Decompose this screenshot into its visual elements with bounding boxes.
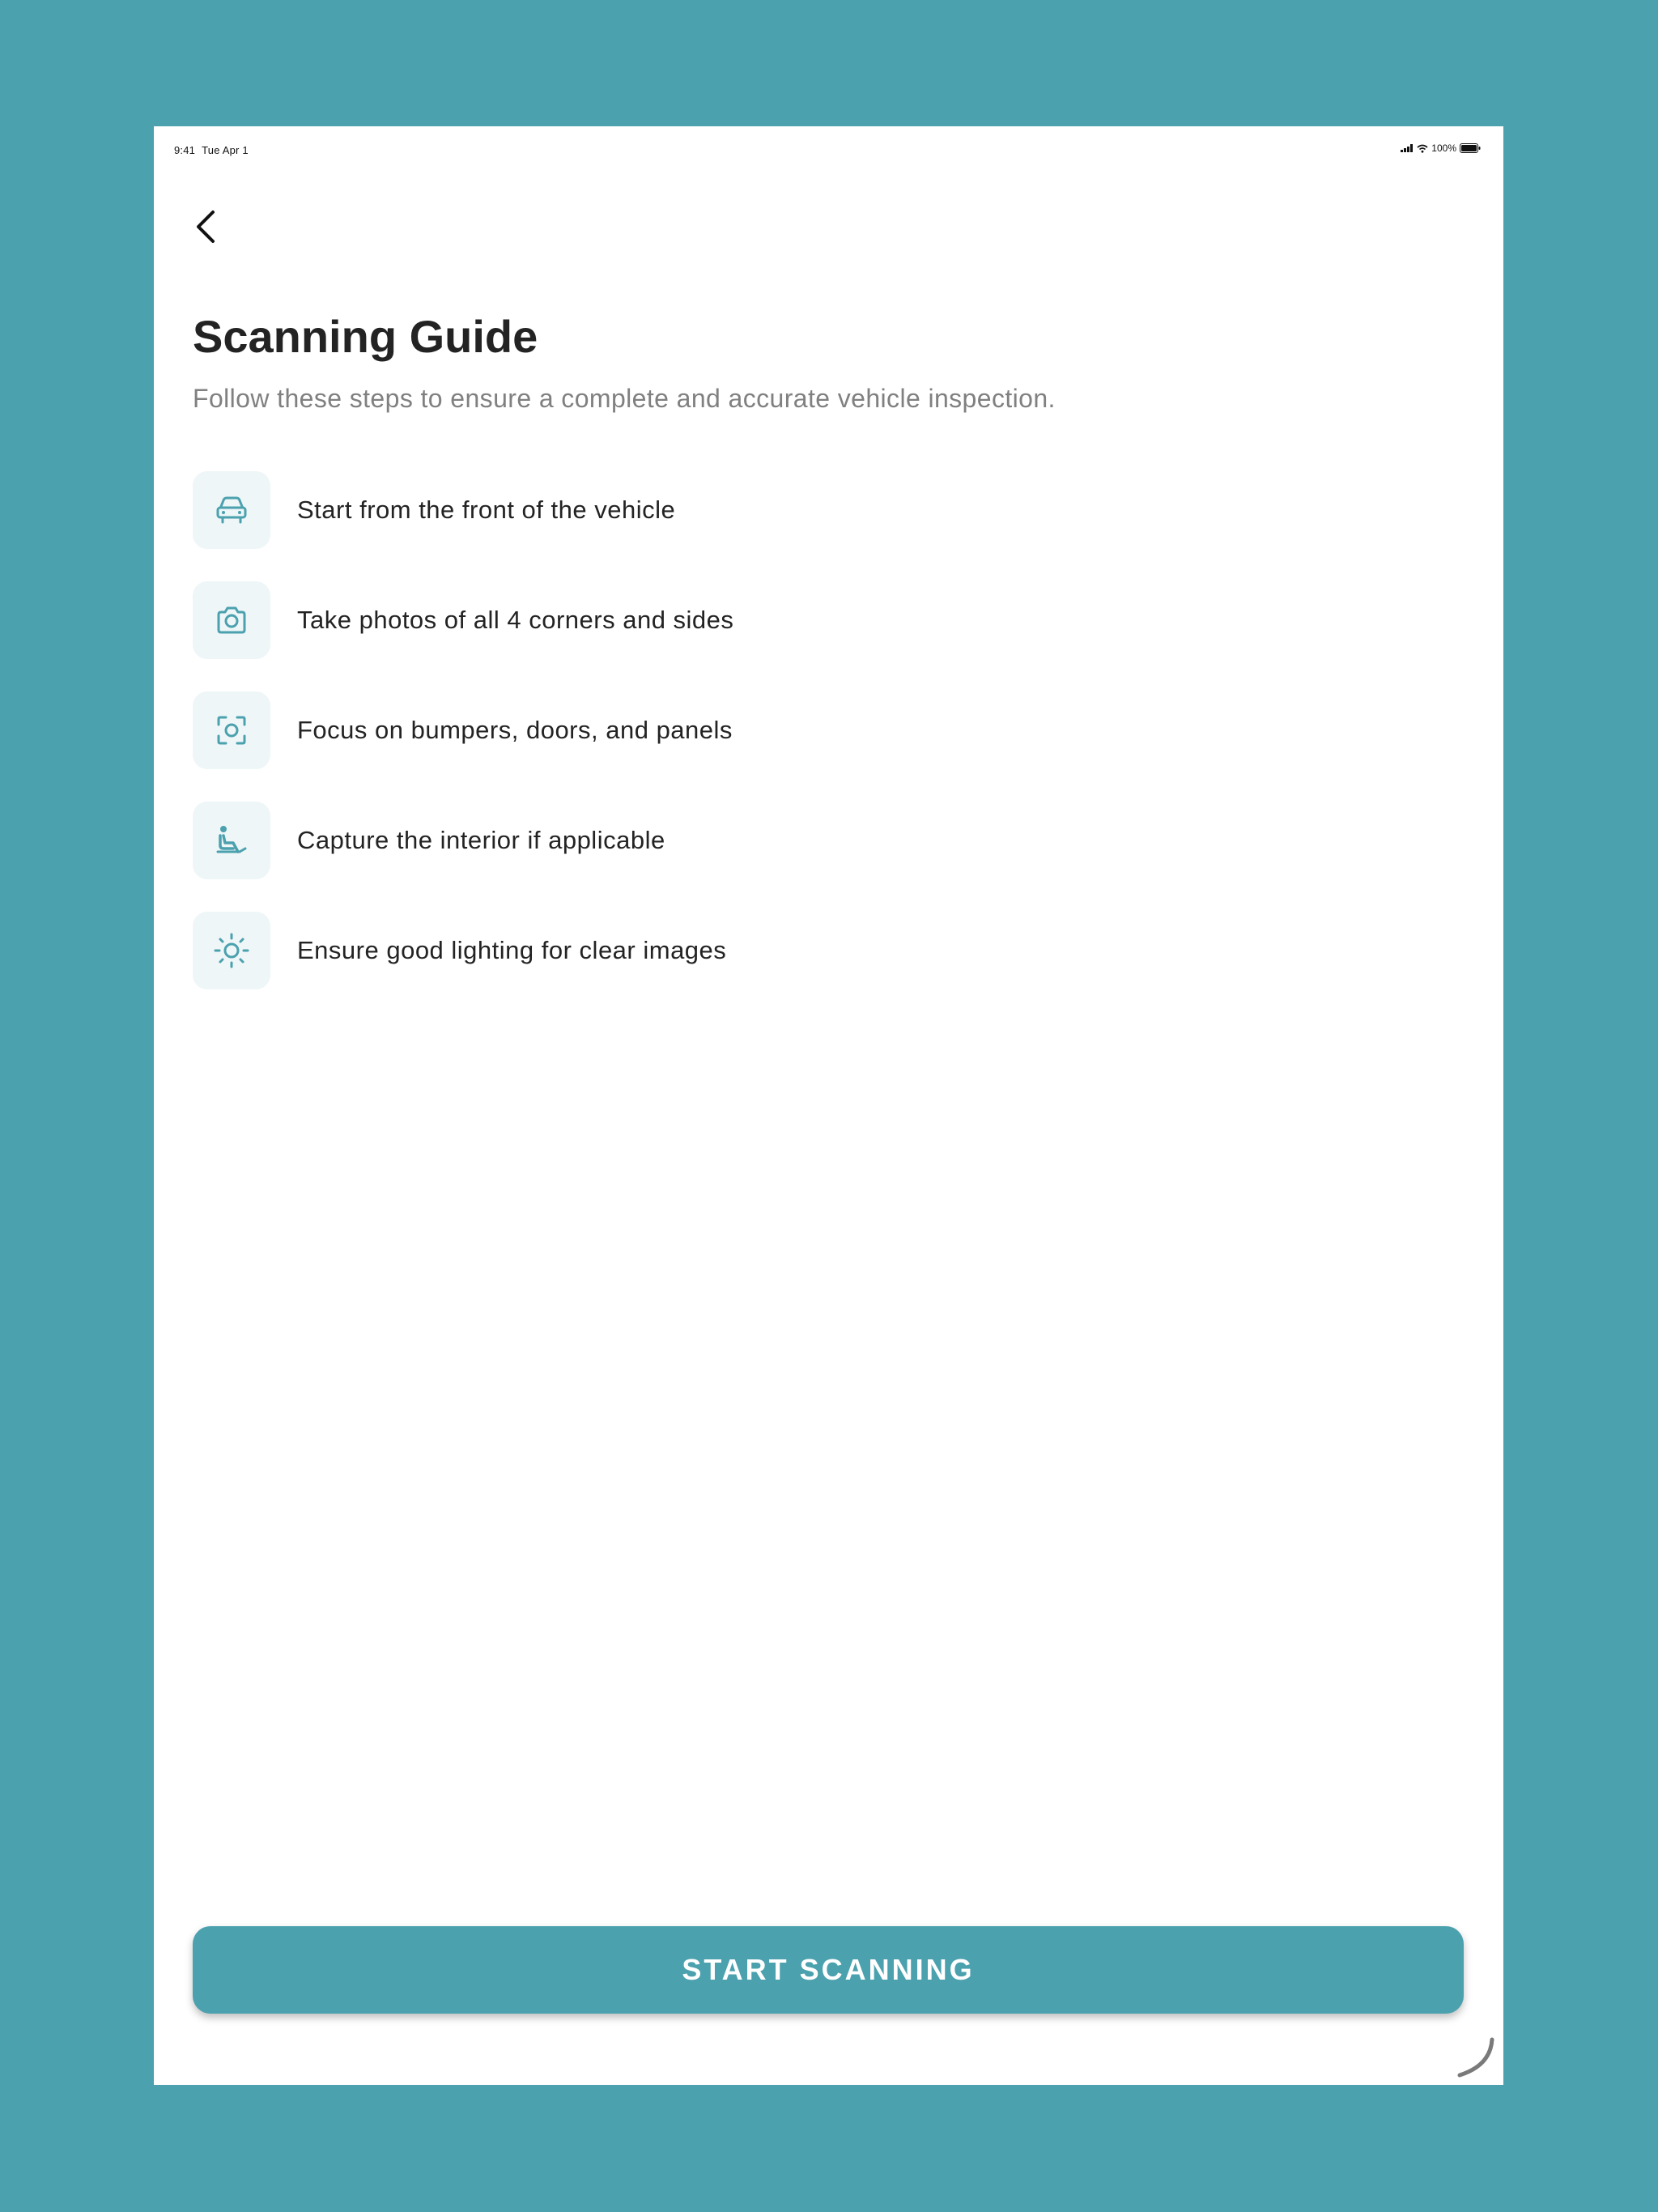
status-time-date [174,144,255,156]
step-label: Capture the interior if applicable [297,826,665,854]
sun-icon [214,933,249,968]
battery-percent: 100% [1431,143,1456,154]
step-label: Start from the front of the vehicle [297,496,676,524]
step-icon-tile [193,802,270,879]
step-item [193,802,1456,879]
step-item [193,691,1456,769]
status-date: Tue Apr 1 [202,144,249,156]
step-label: Focus on bumpers, doors, and panels [297,716,733,744]
focus-scan-icon [215,714,248,747]
app-window [154,126,1503,2085]
resize-handle-icon[interactable] [1453,2035,1499,2080]
page-subtitle: Follow these steps to ensure a complete and accurate vehicle inspection. [193,384,1056,413]
step-item [193,912,1456,989]
step-item [193,471,1456,549]
step-icon-tile [193,581,270,659]
chevron-left-icon [193,209,218,245]
steps-list [193,471,1456,1022]
seat-icon [215,824,248,857]
back-button[interactable] [183,204,228,249]
status-bar [154,126,1503,175]
wifi-icon [1417,144,1428,153]
car-icon [215,496,248,525]
battery-icon [1460,143,1481,153]
camera-icon [215,606,248,635]
status-time: 9:41 [174,144,196,156]
signal-icon [1401,144,1414,152]
step-icon-tile [193,471,270,549]
step-icon-tile [193,912,270,989]
step-icon-tile [193,691,270,769]
status-indicators [1401,143,1481,154]
page-title: Scanning Guide [193,311,538,362]
step-label: Take photos of all 4 corners and sides [297,606,734,634]
step-item [193,581,1456,659]
start-scanning-button[interactable]: START SCANNING [193,1926,1464,2014]
step-label: Ensure good lighting for clear images [297,936,727,964]
